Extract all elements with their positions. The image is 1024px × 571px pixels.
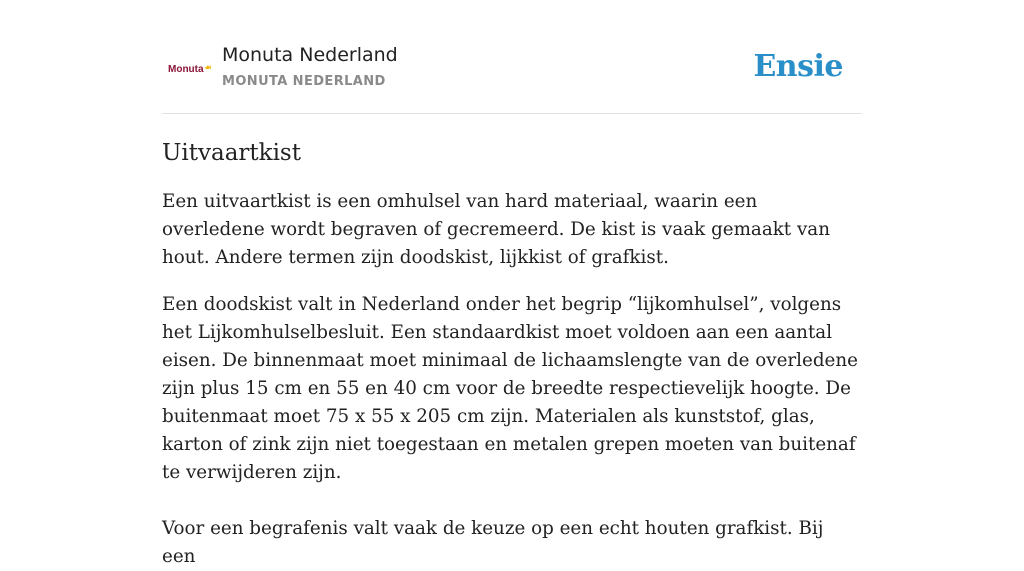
content-container (162, 0, 862, 571)
ensie-brand-logo[interactable]: Ensie (753, 49, 843, 84)
leaf-icon: ☙ (204, 63, 212, 72)
article-paragraph-1: Een uitvaartkist is een omhulsel van hard materiaal, waarin een overledene wordt begraven of gecremeerd. De kist is vaak gemaakt van hout. Andere termen zijn doodskist, lijkkist of grafkist. (162, 191, 830, 268)
monuta-logo[interactable] (168, 64, 212, 75)
header (162, 0, 862, 114)
logo-text: Monuta (168, 64, 204, 75)
article-paragraph-3: Voor een begrafenis valt vaak de keuze op een echt houten grafkist. Bij een (162, 518, 824, 567)
article-title: Uitvaartkist (162, 140, 301, 166)
organization-subtitle: MONUTA NEDERLAND (222, 74, 386, 89)
organization-name[interactable]: Monuta Nederland (222, 44, 398, 66)
article-paragraph-2: Een doodskist valt in Nederland onder het begrip “lijkomhulsel”, volgens het Lijkomhulselbesluit. Een standaardkist moet voldoen aan een aantal eisen. De binnenmaat moet minimaal de lichaamslengte van de overledene zijn plus 15 cm en 55 en 40 cm voor de breedte respectievelijk hoogte. De buitenmaat moet 75 x 55 x 205 cm zijn. Materialen als kunststof, glas, karton of zink zijn niet toegestaan en metalen grepen moeten van buitenaf te verwijderen zijn. (162, 294, 858, 483)
